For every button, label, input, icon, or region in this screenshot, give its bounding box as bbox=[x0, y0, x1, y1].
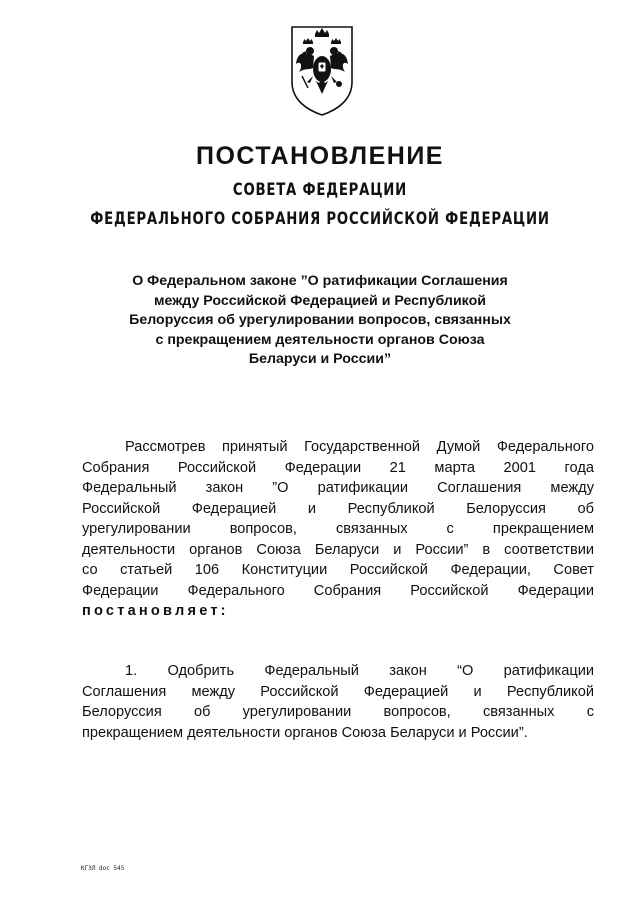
preamble-paragraph bbox=[82, 437, 594, 622]
subject-line: с прекращением деятельности органов Союза bbox=[155, 331, 485, 348]
resolution-item-1 bbox=[82, 661, 594, 743]
resolution-keyword: постановляет: bbox=[82, 603, 229, 619]
coat-of-arms-icon bbox=[289, 24, 355, 118]
issuer-line-2: ФЕДЕРАЛЬНОГО СОБРАНИЯ РОССИЙСКОЙ ФЕДЕРАЦИИ bbox=[90, 209, 550, 229]
paragraph-line: Российской Федерацией и Республикой Белоруссия об bbox=[82, 500, 594, 517]
paragraph-line: Собрания Российской Федерации 21 марта 2001 года bbox=[82, 459, 594, 476]
paragraph-line: деятельности органов Союза Беларуси и России” в соответствии bbox=[82, 541, 594, 558]
paragraph-line: урегулировании вопросов, связанных с прекращением bbox=[82, 521, 594, 537]
paragraph-line: Федерации Федерального Собрания Российской Федерации bbox=[82, 582, 594, 599]
paragraph-line: 1. Одобрить Федеральный закон “О ратификации bbox=[125, 663, 594, 679]
subject-line: О Федеральном законе ”О ратификации Соглашения bbox=[132, 273, 508, 289]
paragraph-line: Федеральный закон ”О ратификации Соглашения между bbox=[82, 480, 594, 496]
footer-code: КГЭЛ doc 545 bbox=[81, 865, 125, 872]
emblem bbox=[289, 24, 355, 118]
paragraph-line: со статьей 106 Конституции Российской Федерации, Совет bbox=[82, 562, 594, 578]
subject-line: между Российской Федерацией и Республикой bbox=[154, 292, 486, 309]
document-title: ПОСТАНОВЛЕНИЕ bbox=[196, 142, 444, 170]
paragraph-line: прекращением деятельности органов Союза Беларуси и России”. bbox=[82, 724, 528, 741]
issuer-line-1: СОВЕТА ФЕДЕРАЦИИ bbox=[232, 180, 408, 200]
subject-line: Белоруссия об урегулировании вопросов, связанных bbox=[129, 312, 511, 328]
paragraph-line: Соглашения между Российской Федерацией и Республикой bbox=[82, 683, 594, 700]
document-subject bbox=[100, 272, 540, 370]
paragraph-line: Белоруссия об урегулировании вопросов, связанных с bbox=[82, 704, 594, 720]
subject-line: Беларуси и России” bbox=[248, 351, 392, 367]
paragraph-line: Рассмотрев принятый Государственной Думой Федерального bbox=[125, 439, 594, 455]
